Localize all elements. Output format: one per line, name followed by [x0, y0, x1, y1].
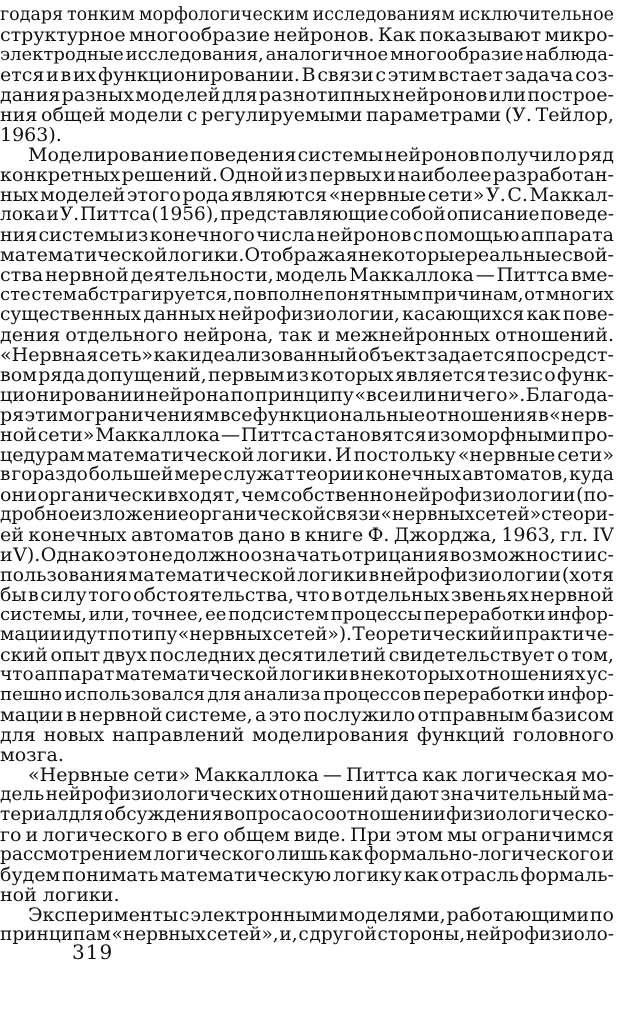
text-line: дробное изложение органической связи «нервных сетей» с теори- [0, 504, 614, 525]
text-line: ной логики. [0, 884, 120, 906]
text-line: дения отдельного нейрона, так и межнейронных отношений. [0, 324, 614, 346]
text-line: лока и У. Питтса (1956), представляющие собой описание поведе- [0, 204, 614, 225]
text-line: пользования математической логики в нейрофизиологии (хотя [0, 564, 614, 586]
text-line: что аппарат математической логики в некоторых отношениях ус- [0, 664, 614, 685]
text-line: ционировании нейрона по принципу «все или ничего». Благода- [0, 384, 614, 406]
text-line: сте с тем абстрагируется, по вполне понятным причинам, от многих [0, 284, 614, 305]
text-line: цедурам математической логики. И постольку «нервные сети» [0, 444, 614, 466]
text-line: «Нервные сети» Маккаллока — Питтса как логическая мо- [28, 764, 614, 786]
page-number: 319 [72, 940, 114, 964]
text-line: электродные исследования, аналогичное многообразие наблюда- [0, 44, 614, 65]
text-line: ря этим ограничениям все функциональные отношения в «нерв- [0, 404, 614, 426]
text-line: ной сети» Маккаллока — Питтса становятся изоморфными про- [0, 424, 614, 446]
text-line: годаря тонким морфологическим исследованиям исключительное [0, 5, 614, 25]
text-line: и V). Однако это не должно означать отрицания возможности ис- [0, 544, 614, 566]
text-line: мации идут по типу «нервных сетей»). Теоретический и практиче- [0, 624, 614, 645]
text-line: дель нейрофизиологических отношений дают значительный ма- [0, 784, 614, 805]
text-line: принципам «нервных сетей», и, с другой стороны, нейрофизиоло- [0, 924, 614, 945]
text-line: системы, или, точнее, ее подсистем процессы переработки инфор- [0, 604, 614, 625]
text-line: дания разных моделей для разнотипных нейронов или построе- [0, 84, 614, 106]
text-line: математической логики. Отображая некоторые реальные свой- [0, 244, 614, 266]
text-line: конкретных решений. Одной из первых и наиболее разработан- [0, 164, 614, 186]
text-line: ский опыт двух последних десятилетий свидетельствует о том, [0, 644, 614, 666]
text-line: для новых направлений моделирования функций головного [0, 724, 614, 746]
text-line: ется и в их функционировании. В связи с этим встает задача соз- [0, 64, 614, 86]
text-line: Моделирование поведения системы нейронов получило ряд [28, 144, 614, 166]
text-line: териал для обсуждения вопроса о соотношении физиологическо- [0, 804, 614, 825]
text-line: ния системы из конечного числа нейронов с помощью аппарата [0, 224, 614, 246]
text-line: 1963). [0, 124, 62, 146]
text-line: структурное многообразие нейронов. Как показывают микро- [0, 24, 614, 46]
text-line: пешно использовался для анализа процессов переработки инфор- [0, 684, 614, 705]
text-line: мации в нервной системе, а это послужило отправным базисом [0, 704, 614, 726]
text-line: будем понимать математическую логику как отрасль формаль- [0, 864, 614, 886]
text-line: Эксперименты с электронными моделями, работающими по [28, 904, 614, 926]
text-line: в гораздо большей мере служат теории конечных автоматов, куда [0, 464, 614, 485]
text-line: существенных данных нейрофизиологии, касающихся как пове- [0, 304, 614, 325]
text-line: вом ряда допущений, первым из которых является тезис о функ- [0, 364, 614, 386]
text-line: рассмотрением логического лишь как формально-логического и [0, 844, 614, 865]
text-line: ния общей модели с регулируемыми параметрами (У. Тейлор, [0, 104, 614, 126]
text-line: го и логического в его общем виде. При этом мы ограничимся [0, 824, 614, 846]
text-line: они органически входят, чем собственно нейрофизиологии (по- [0, 484, 614, 506]
text-line: «Нервная сеть» как идеализованный объект задается посредст- [0, 344, 614, 366]
text-line: ей конечных автоматов дано в книге Ф. Джорджа, 1963, гл. IV [0, 524, 614, 546]
text-line: бы в силу того обстоятельства, что в отдельных звеньях нервной [0, 584, 614, 606]
text-line: ства нервной деятельности, модель Маккаллока — Питтса вме- [0, 264, 614, 286]
text-line: мозга. [0, 744, 64, 766]
text-line: ных моделей этого рода являются «нервные сети» У. С. Маккал- [0, 184, 614, 206]
